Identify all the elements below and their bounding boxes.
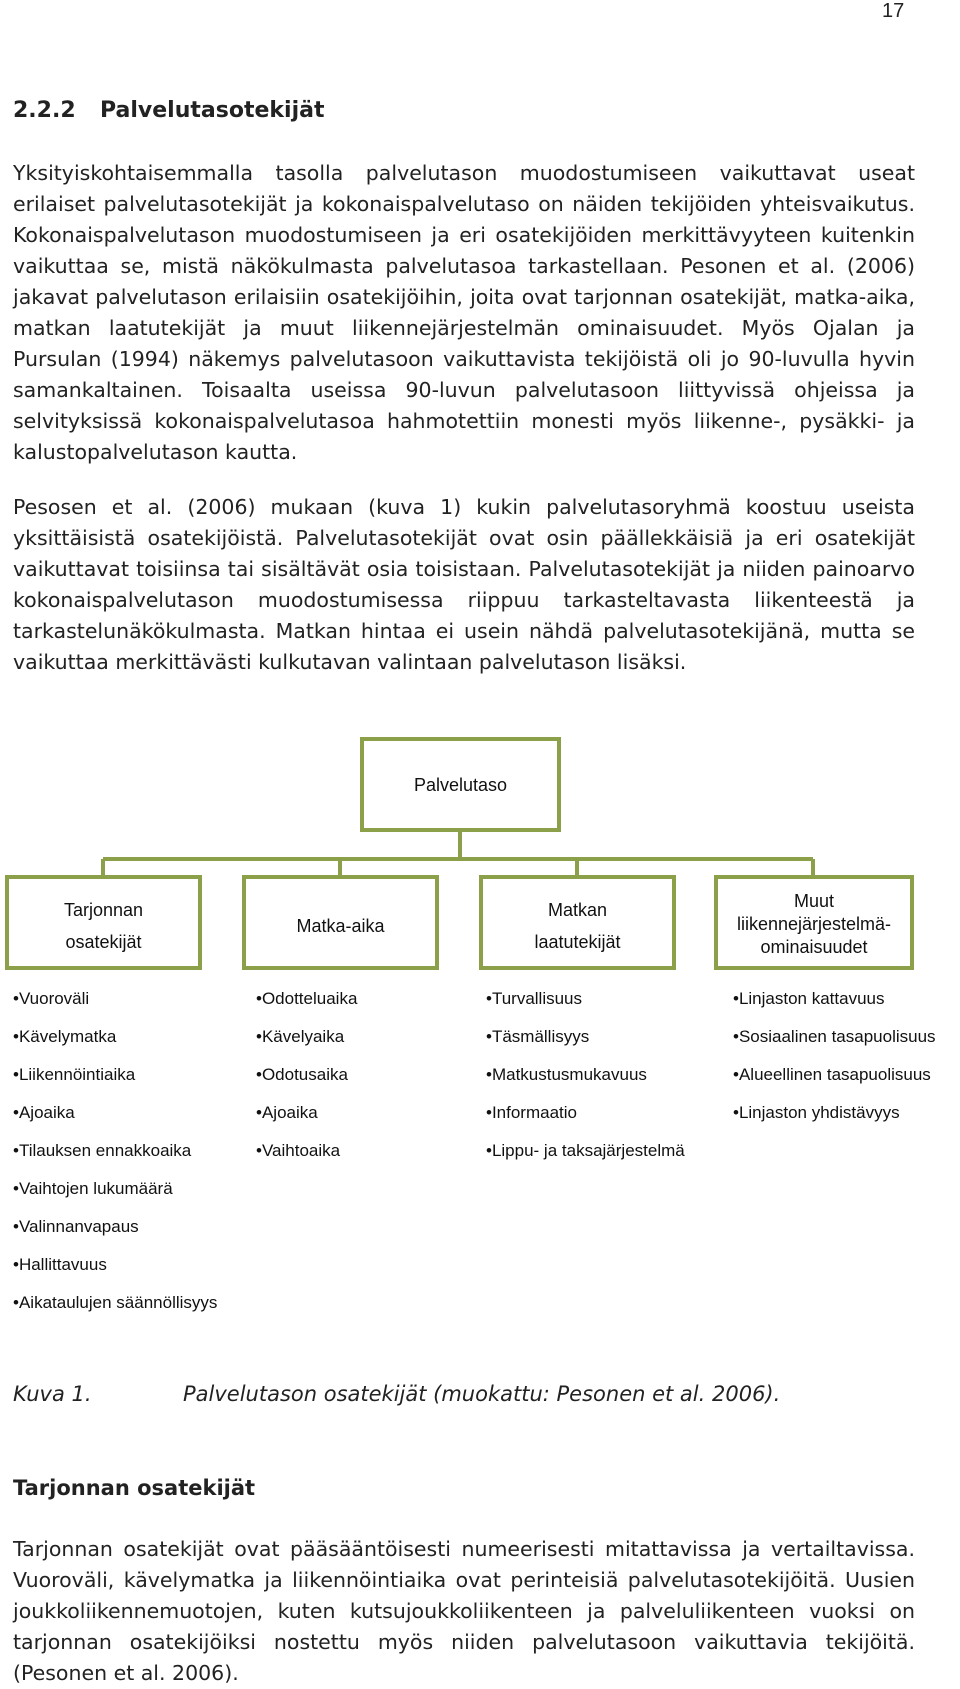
bullet-list-matka-aika — [256, 985, 357, 1175]
bullet-list-laatutekijat — [486, 985, 685, 1175]
section-title: Palvelutasotekijät — [100, 98, 325, 123]
category-3-line2: laatutekijät — [534, 932, 621, 952]
list-item: • Ajoaika — [13, 1099, 217, 1137]
paragraph-intro: Yksityiskohtaisemmalla tasolla palvelutason muodostumiseen vaikuttavat useat erilaiset palvelutasotekijät ja kokonaispalvelutaso on näiden tekijöiden yhteisvaikutus. Kokonaispalvelutason muodostumiseen ja eri osatekijöiden merkittävyyteen kuitenkin vaikuttaa se, mistä näkökulmasta palvelutasoa tarkastellaan. Pesonen et al. (2006) jakavat palvelutason erilaisiin osatekijöihin, joita ovat tarjonnan osatekijät, matka-aika, matkan laatutekijät ja muut liikennejärjestelmän ominaisuudet. Myös Ojalan ja Pursulan (1994) näkemys palvelutasoon vaikuttavista tekijöistä oli jo 90-luvulla hyvin samankaltainen. Toisaalta useissa 90-luvun palvelutasoon liittyvissä ohjeissa ja selvityksissä kokonaispalvelutasoa hahmotettiin monesti myös liikenne-, pysäkki- ja kalustopalvelutason kautta. — [13, 161, 915, 464]
category-label-4 — [716, 890, 912, 959]
page-number: 17 — [882, 0, 905, 22]
list-item: • Lippu- ja taksajärjestelmä — [486, 1137, 685, 1175]
bullet-list-tarjonnan — [13, 985, 217, 1327]
list-item: • Alueellinen tasapuolisuus — [733, 1061, 936, 1099]
category-1-line1: Tarjonnan — [63, 900, 144, 920]
subheading: Tarjonnan osatekijät — [13, 1476, 256, 1500]
category-4-line3: ominaisuudet — [760, 937, 868, 957]
category-label-2 — [244, 910, 437, 942]
list-item: • Linjaston kattavuus — [733, 985, 936, 1023]
list-item: • Ajoaika — [256, 1099, 357, 1137]
section-heading — [13, 98, 324, 123]
list-item: • Turvallisuus — [486, 985, 685, 1023]
list-item: • Odotteluaika — [256, 985, 357, 1023]
list-item: • Odotusaika — [256, 1061, 357, 1099]
caption-label: Kuva 1. — [13, 1382, 92, 1406]
list-item: • Täsmällisyys — [486, 1023, 685, 1061]
list-item: • Vaihtojen lukumäärä — [13, 1175, 217, 1213]
list-item: • Liikennöintiaika — [13, 1061, 217, 1099]
root-label: Palvelutaso — [413, 775, 508, 795]
list-item: • Kävelymatka — [13, 1023, 217, 1061]
list-item: • Vaihtoaika — [256, 1137, 357, 1175]
category-4-line1: Muut — [793, 891, 835, 911]
category-label-3 — [481, 894, 674, 958]
paragraph-tarjonnan: Tarjonnan osatekijät ovat pääsääntöisesti numeerisesti mitattavissa ja vertailtavissa. Vuoroväli, kävelymatka ja liikennöintiaika ovat perinteisiä palvelutasotekijöitä. Uusien joukkoliikennemuotojen, kuten kutsujoukkoliikenteen ja palveluliikenteen vuoksi on tarjonnan osatekijöiksi nostettu myös niiden palvelutasoon vaikuttavia tekijöitä. (Pesonen et al. 2006). — [13, 1537, 915, 1685]
list-item: • Aikataulujen säännöllisyys — [13, 1289, 217, 1327]
category-2-line1: Matka-aika — [296, 916, 385, 936]
paragraph-components: Pesosen et al. (2006) mukaan (kuva 1) kukin palvelutasoryhmä koostuu useista yksittäisistä osatekijöistä. Palvelutasotekijät ovat osin päällekkäisiä ja eri osatekijät vaikuttavat toisiinsa tai sisältävät osia toisistaan. Palvelutasotekijät ja niiden painoarvo kokonaispalvelutason muodostumisessa riippuu tarkasteltavasta liikenteestä ja tarkastelunäkökulmasta. Matkan hintaa ei usein nähdä palvelutasotekijänä, mutta se vaikuttaa merkittävästi kulkutavan valintaan palvelutason lisäksi. — [13, 495, 915, 674]
list-item: • Informaatio — [486, 1099, 685, 1137]
list-item: • Vuoroväli — [13, 985, 217, 1023]
list-item: • Sosiaalinen tasapuolisuus — [733, 1023, 936, 1061]
caption-text: Palvelutason osatekijät (muokattu: Pesonen et al. 2006). — [183, 1382, 781, 1406]
list-item: • Hallittavuus — [13, 1251, 217, 1289]
list-item: • Matkustusmukavuus — [486, 1061, 685, 1099]
list-item: • Kävelyaika — [256, 1023, 357, 1061]
figure-caption — [13, 1382, 780, 1406]
section-number: 2.2.2 — [13, 98, 76, 123]
category-4-line2: liikennejärjestelmä- — [736, 914, 892, 934]
list-item: • Valinnanvapaus — [13, 1213, 217, 1251]
bullet-list-muut — [733, 985, 936, 1137]
list-item: • Linjaston yhdistävyys — [733, 1099, 936, 1137]
category-1-line2: osatekijät — [65, 932, 142, 952]
category-label-1 — [7, 894, 200, 958]
list-item: • Tilauksen ennakkoaika — [13, 1137, 217, 1175]
category-3-line1: Matkan — [547, 900, 608, 920]
